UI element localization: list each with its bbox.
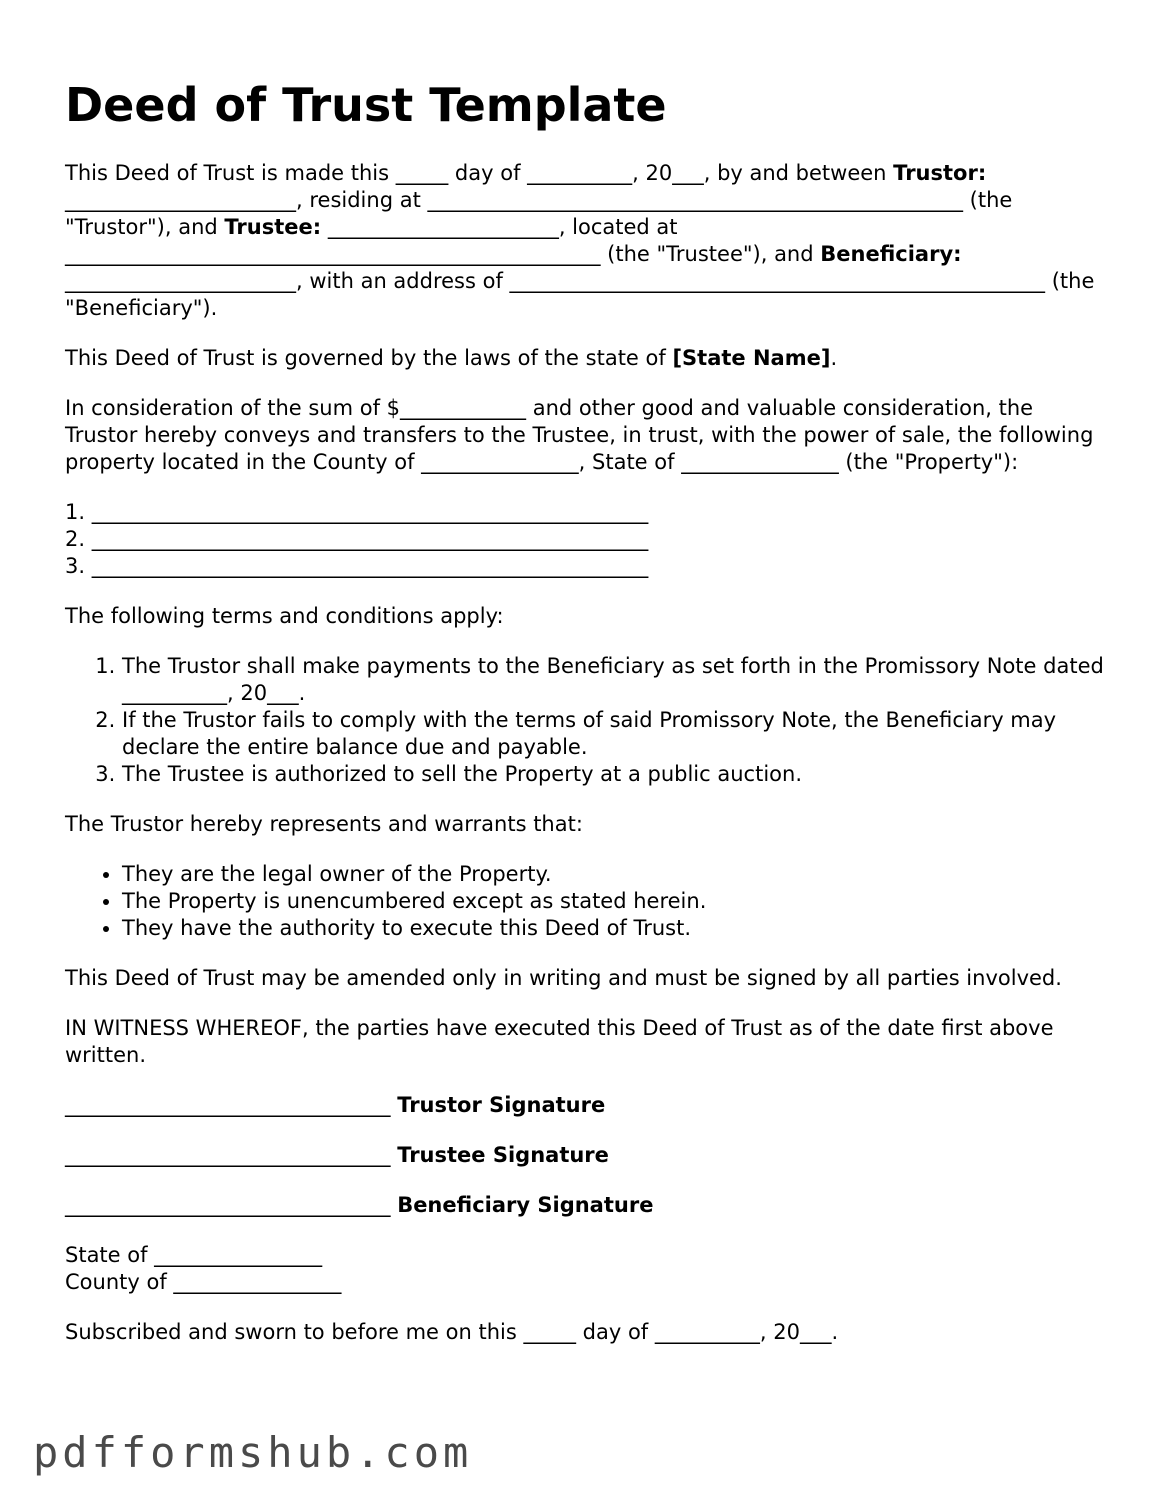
intro-text-1: This Deed of Trust is made this _____ day of __________, 20___, by and between <box>65 161 894 186</box>
term-item: 2. If the Trustor fails to comply with the terms of said Promissory Note, the Beneficiary may declare the entire balance due and payable. <box>122 707 1105 761</box>
terms-list <box>65 653 1105 788</box>
signature-label: Trustor Signature <box>397 1093 606 1118</box>
beneficiary-label: Beneficiary: <box>820 242 962 267</box>
property-line: 2. _____________________________________________________ <box>65 527 649 552</box>
intro-paragraph <box>65 160 1105 322</box>
term-item: 3. The Trustee is authorized to sell the Property at a public auction. <box>122 761 1105 788</box>
intro-text-2: ______________________, residing at ___________________________________________________ (the "Trustor"), and <box>65 188 1013 240</box>
witness-paragraph: IN WITNESS WHEREOF, the parties have executed this Deed of Trust as of the date first above written. <box>65 1016 1054 1068</box>
state-name-placeholder: [State Name] <box>672 346 831 371</box>
warrant-item: • They have the authority to execute this Deed of Trust. <box>122 915 1105 942</box>
amendment-paragraph: This Deed of Trust may be amended only in writing and must be signed by all parties involved. <box>65 966 1062 991</box>
trustee-label: Trustee: <box>224 215 322 240</box>
warrant-item: • They are the legal owner of the Property. <box>122 861 1105 888</box>
signature-blank: _______________________________ <box>65 1193 391 1218</box>
signature-label: Trustee Signature <box>397 1143 609 1168</box>
warrant-item: • The Property is unencumbered except as stated herein. <box>122 888 1105 915</box>
watermark: pdfformshub.com <box>33 1428 473 1477</box>
notary-block <box>65 1242 1105 1296</box>
governing-text: This Deed of Trust is governed by the laws of the state of <box>65 346 673 371</box>
notary-county: County of ________________ <box>65 1270 342 1295</box>
governing-law-paragraph <box>65 345 1105 372</box>
trustee-signature-line <box>65 1142 1105 1169</box>
intro-text-3: ______________________, located at ___________________________________________________ (the "Trustee"), and <box>65 215 821 267</box>
notary-state: State of ________________ <box>65 1243 323 1268</box>
signature-label: Beneficiary Signature <box>397 1193 654 1218</box>
sworn-statement: Subscribed and sworn to before me on this _____ day of __________, 20___. <box>65 1320 839 1345</box>
trustor-signature-line <box>65 1092 1105 1119</box>
governing-text-end: . <box>830 346 838 371</box>
terms-intro: The following terms and conditions apply: <box>65 604 504 629</box>
beneficiary-signature-line <box>65 1192 1105 1219</box>
consideration-paragraph: In consideration of the sum of $____________ and other good and valuable consideration, the Trustor hereby conveys and transfers to the Trustee, in trust, with the power of sale, the following property located in the County of _______________, State of _______________ (the "Property"): <box>65 396 1094 475</box>
document-page <box>65 78 1105 1369</box>
property-line: 3. _____________________________________________________ <box>65 554 649 579</box>
property-line: 1. _____________________________________________________ <box>65 500 649 525</box>
property-list <box>65 499 1105 580</box>
intro-text-4: ______________________, with an address of ___________________________________________________ (the "Beneficiary"). <box>65 269 1095 321</box>
trustor-label: Trustor: <box>893 161 987 186</box>
page-title: Deed of Trust Template <box>65 78 667 132</box>
warrants-list <box>65 861 1105 942</box>
term-item: 1. The Trustor shall make payments to the Beneficiary as set forth in the Promissory Note dated __________, 20___. <box>122 653 1105 707</box>
signature-blank: _______________________________ <box>65 1093 391 1118</box>
warrants-intro: The Trustor hereby represents and warrants that: <box>65 812 583 837</box>
signature-blank: _______________________________ <box>65 1143 391 1168</box>
